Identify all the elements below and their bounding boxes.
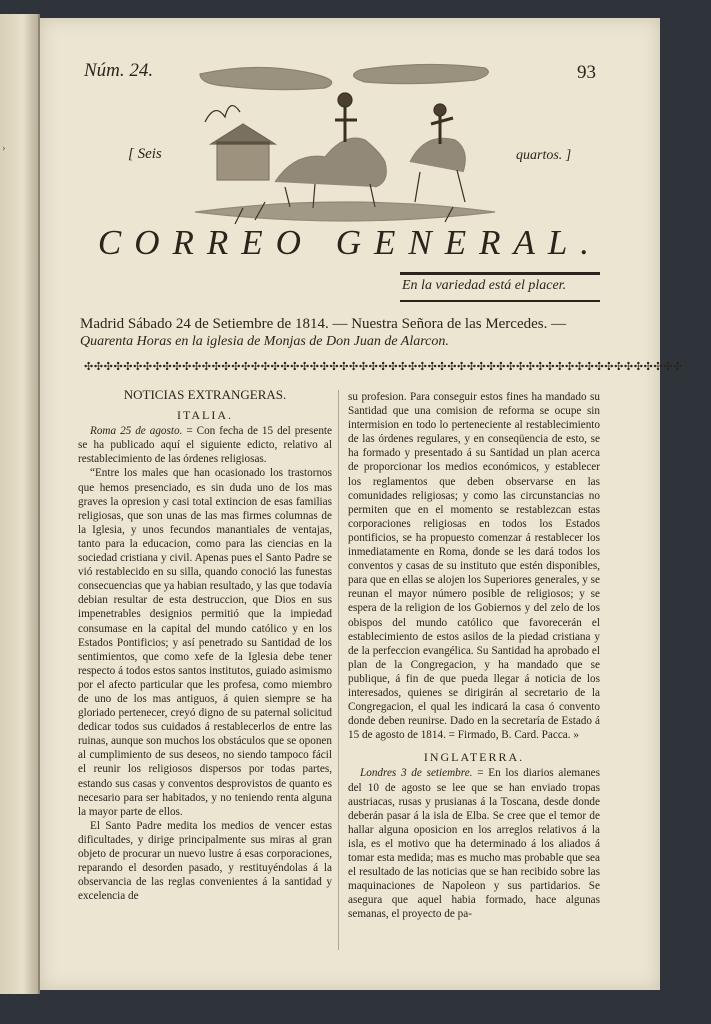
dateline-main: Madrid Sábado 24 de Setiembre de 1814. — Nuestra Señora de las Mercedes. — — [80, 316, 567, 332]
page-number: 93 — [577, 62, 596, 83]
article-paragraph: su profesion. Para conseguir estos fines ha mandado su Santidad que una comision de reforma se ocupe sin intermision en todo lo perteneciente al restablecimiento de las órdenes regulares, y en conseqüencia de esto, se ha formado y presentado á su Santidad un plan acerca de proporcionar los medios económicos, y establecer los reglamentos que deben observarse en las comunidades religiosas; y como las circunstancias no permiten que en el momento se restablezcan estas corporaciones religiosas en todos los Estados pontificios, se ha propuesto comenzar á restablecer los inmediatamente en Roma, donde se les dará todos los conventos y casas de su instituto que estén disponibles, para que en ellas se alojen los Superiores generales, y se reunan el mayor número posible de religiosos; y se espera de la religion de los Gobiernos y del zelo de los obispos del mundo católico que favorecerán el establecimiento de estos asilos de la piedad cristiana y de la perfeccion evangélica. Su Santidad ha aprobado el plan de la Congregacion, y ha mandado que se publique, á fin de que pueda llegar á noticia de los interesados, quienes se dirigirán al secretario de la Congregacion, el qual les indicará la casa ó convento donde deben reunirse. Dado en la secretaría de Estado á 15 de agosto de 1814. = Firmado, B. Card. Pacca. » — [348, 391, 600, 742]
dateline-secondary: Quarenta Horas en la iglesia de Monjas de Don Juan de Alarcon. — [80, 334, 449, 349]
article-intro-text: = En los diarios alemanes del 10 de agosto se lee que se han enviado tropas austriacas, rusas y prusianas á la Toscana, desde donde deberán pasar á la isla de Elba. Se cree que el temor de hallar alguna oposicion en los arreglos relativos á la isla, es el motivo que ha determinado á los aliados á tomar esta medida; mas es mucho mas probable que sea el resultado de las noticias que se han recibido sobre las maquinaciones de Napoleon y sus partidarios. Se asegura que aquel habia formado, hace algunas semanas, el proyecto de pa- — [348, 767, 600, 921]
article-dateline: Roma 25 de agosto. — [90, 425, 183, 438]
margin-mark: › — [2, 142, 6, 154]
newspaper-title: CORREO GENERAL. — [97, 223, 603, 262]
article-dateline: Londres 3 de setiembre. — [360, 767, 473, 780]
column-divider — [338, 390, 339, 950]
facing-page-edge — [0, 14, 40, 994]
ornament-divider: ✣✣✣✣✣✣✣✣✣✣✣✣✣✣✣✣✣✣✣✣✣✣✣✣✣✣✣✣✣✣✣✣✣✣✣✣✣✣✣✣✣✣✣✣✣✣✣✣✣✣✣✣✣✣✣✣✣✣✣✣✣ — [84, 361, 683, 373]
article-paragraph: “Entre los males que han ocasionado los trastornos que hemos presenciado, es sin duda uno de los mas graves la opresion y casi total extincion de esas familias religiosas, que son unas de las mas firmes columnas de la Iglesia, y unos fecundos manantiales de ventajas, tanto para la educacion, como para las ciencias en la sociedad cristiana y civil. Apenas pues el Santo Padre se vió restablecido en su silla, quando conoció las funestas consecuencias que ya habian resultado, y las que todavía debian resultar de esta destruccion, que Dios en sus impenetrables designios permitió que la impiedad consumase en la capital del mundo católico y en los Estados Pontificios; y así penetrado su Santidad de los sentimientos, que como xefe de la Iglesia debe tener respecto á todos estos santos institutos, guiado asimismo por el afecto particular que les profesa, como miembro de uno de los mas antiguos, á quien siempre se ha gloriado pertenecer, creyó digno de su paternal solicitud dedicar todos sus cuidados á restablecerlos de entre las ruinas, aunque son muchos los obstáculos que se oponen al cumplimiento de sus deseos, no siendo tampoco fácil el reunir los religiosos dispersos por todas partes, estando sus casas y conventos desprovistos de quanto es necesario para ser habitados, y no teniendo renta alguna la mayor parte de ellos. — [78, 467, 332, 818]
price-left: [ Seis — [128, 146, 162, 162]
motto-rule-bottom — [400, 300, 600, 302]
article-intro — [348, 766, 600, 921]
motto-rule-top — [400, 272, 600, 275]
motto: En la variedad está el placer. — [402, 278, 567, 293]
country-heading-italia: ITALIA. — [176, 408, 234, 423]
section-heading: NOTICIAS EXTRANGERAS. — [123, 387, 287, 402]
article-paragraph: El Santo Padre medita los medios de vencer estas dificultades, y dirige principalmente sus miras al gran objeto de procurar un nuevo lustre á esas corporaciones, reparando el desorden pasado, y restituyéndolas á la observancia de las reglas convenientes á la santidad y excelencia de — [78, 819, 332, 903]
issue-number: Núm. 24. — [84, 60, 154, 81]
country-heading-inglaterra: INGLATERRA. — [423, 750, 525, 765]
article-intro-text: = Con fecha de 15 del presente se ha publicado aquí el siguiente edicto, relativo al restablecimiento de las órdenes religiosas. — [78, 425, 332, 466]
masthead-engraving — [195, 62, 495, 227]
left-column — [78, 388, 332, 903]
newspaper-page — [40, 18, 683, 990]
right-column — [348, 390, 600, 921]
article-intro — [78, 424, 332, 466]
price-right: quartos. ] — [516, 148, 572, 163]
